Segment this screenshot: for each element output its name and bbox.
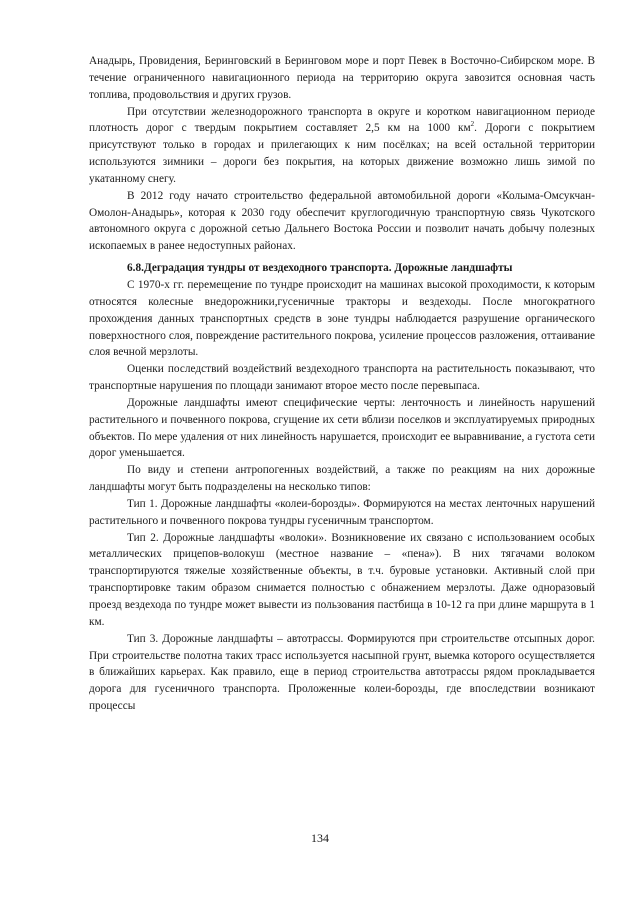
paragraph-road-density xyxy=(89,104,595,188)
paragraph-type-2: Тип 2. Дорожные ландшафты «волоки». Возникновение их связано с использованием особых металлических прицепов-волокуш (местное название – «пена»). В них тягачами волоком транспортируются тяжелые хозяйственные объекты, в т.ч. буровые установки. Активный слой при транспортировке таким образом снимается полностью с обнажением мерзлоты. Даже одноразовый проезд вездехода по тундре может вывести из пользования пастбища в 10-12 га при длине маршрута в 1 км. xyxy=(89,531,595,628)
road-density-text-end: . Дороги с покрытием присутствуют только в городах и прилегающих к ним посёлках; на всей остальной территории используются зимники – дороги без покрытия, на которых движение возможно лишь зимой по укатанному снегу. xyxy=(89,122,595,185)
paragraph-federal-road: В 2012 году начато строительство федеральной автомобильной дороги «Колыма-Омсукчан-Омолон-Анадырь», которая к 2030 году обеспечит круглогодичную транспортную связь Чукотского автономного округа с дорожной сетью Дальнего Востока России и позволит начать добычу полезных ископаемых в ранее недоступных районах. xyxy=(89,189,595,253)
paragraph-type-3: Тип 3. Дорожные ландшафты – автотрассы. Формируются при строительстве отсыпных дорог. При строительстве полотна таких трасс используется насыпной грунт, выемка которого осуществляется в ближайших карьерах. Как правило, еще в период строительства автотрассы рядом прокладывается дорога для гусеничного транспорта. Проложенные колеи-борозды, где впоследствии возникают процессы xyxy=(89,632,595,713)
paragraph-vehicles: С 1970-х гг. перемещение по тундре происходит на машинах высокой проходимости, к которым относятся колесные внедорожники,гусеничные тракторы и вездеходы. После многократного прохождения данных транспортных средств в зоне тундры наблюдается разрушение органического поверхностного слоя, повреждение растительного покрова, усиление процессов разложения, оттаивание слоя вечной мерзлоты. xyxy=(89,278,595,359)
superscript-squared: 2 xyxy=(470,120,475,129)
page-body xyxy=(89,53,595,715)
paragraph-road-landscapes: Дорожные ландшафты имеют специфические черты: ленточность и линейность нарушений растительного и почвенного покрова, сгущение их сети вблизи поселков и эксплуатируемых природных объектов. По мере удаления от них линейность нарушается, происходит ее выравнивание, а густота сети дорог уменьшается. xyxy=(89,396,595,460)
paragraph-types-intro: По виду и степени антропогенных воздействий, а также по реакциям на них дорожные ландшафты могут быть подразделены на несколько типов: xyxy=(89,464,595,494)
paragraph-assessment: Оценки последствий воздействий вездеходного транспорта на растительность показывают, что транспортные нарушения по площади занимают второе место после перевыпаса. xyxy=(89,363,595,393)
page-number: 134 xyxy=(311,831,329,845)
section-title: 6.8.Деградация тундры от вездеходного транспорта. Дорожные ландшафты xyxy=(127,262,513,275)
paragraph-ports: Анадырь, Провидения, Беринговский в Беринговом море и порт Певек в Восточно-Сибирском море. В течение ограниченного навигационного периода на территорию округа завозится основная часть топлива, продовольствия и других грузов. xyxy=(89,55,595,101)
road-density-text-start: При отсутствии железнодорожного транспорта в округе и коротком навигационном периоде плотность дорог с твердым покрытием составляет 2,5 км на 1000 км xyxy=(89,105,595,135)
paragraph-type-1: Тип 1. Дорожные ландшафты «колеи-борозды». Формируются на местах ленточных нарушений растительного и почвенного покрова тундры гусеничным транспортом. xyxy=(89,497,595,527)
